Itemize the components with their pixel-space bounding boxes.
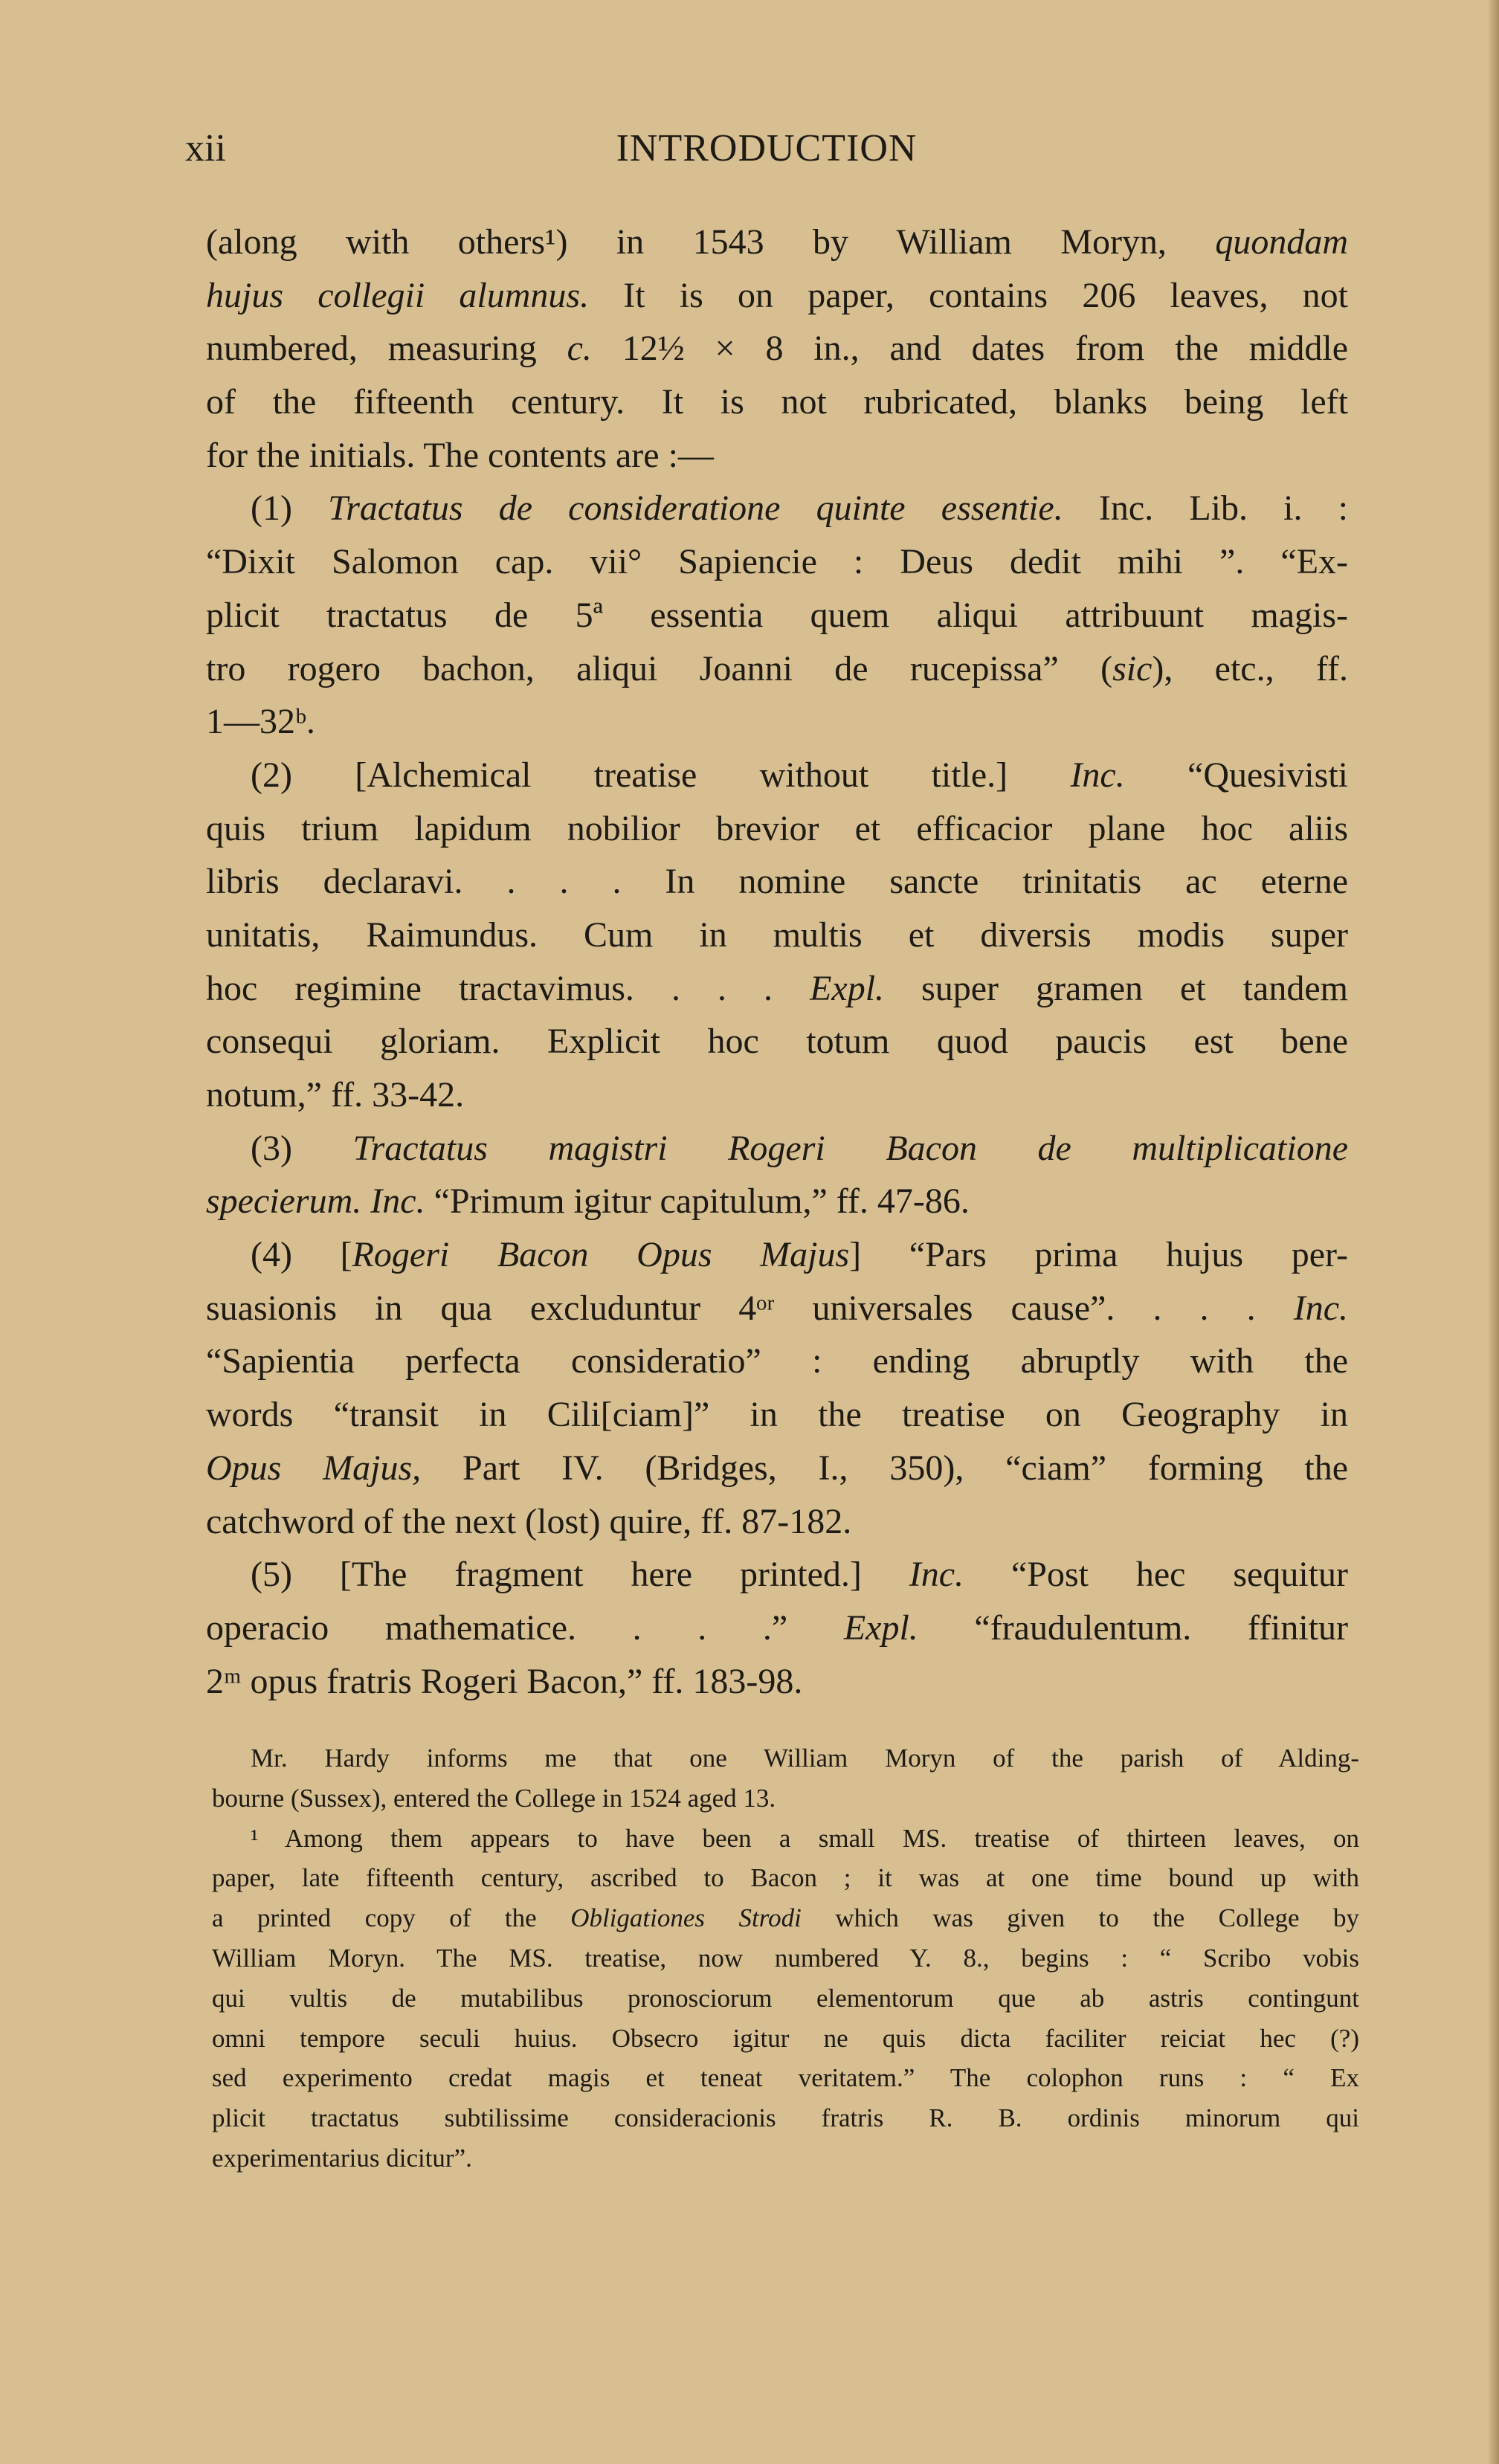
- text-run: ), etc., ff.: [1152, 648, 1349, 688]
- text-line: [206, 1602, 1348, 1655]
- text-run: notum,” ff. 33-42.: [206, 1075, 465, 1115]
- italic-text: Inc.: [1293, 1288, 1348, 1328]
- text-line: [206, 1175, 1348, 1228]
- text-run: (5) [The fragment here printed.]: [251, 1555, 909, 1595]
- italic-text: Obligationes Strodi: [570, 1903, 802, 1933]
- text-run: bourne (Sussex), entered the College in 1524 aged 13.: [212, 1783, 776, 1813]
- text-run: Mr. Hardy informs me that one William Moryn of the parish of Alding-: [251, 1744, 1359, 1773]
- text-line: [206, 1228, 1348, 1282]
- italic-text: Expl.: [810, 968, 885, 1008]
- text-line: [206, 855, 1348, 909]
- footnote-line: [212, 1819, 1359, 1859]
- text-run: “fraudulentum. ffinitur: [918, 1607, 1348, 1648]
- text-run: qui vultis de mutabilibus pronosciorum elementorum que ab astris contingunt: [212, 1983, 1359, 2013]
- italic-text: sic: [1112, 648, 1153, 688]
- footnote-line: [212, 1938, 1359, 1978]
- italic-text: Expl.: [843, 1607, 918, 1648]
- text-run: 12½ × 8 in., and dates from the middle: [591, 329, 1349, 369]
- text-line: [206, 1068, 1348, 1122]
- italic-text: Inc.: [909, 1555, 964, 1595]
- text-line: [206, 429, 1348, 483]
- text-line: [206, 909, 1348, 962]
- text-line: [206, 269, 1348, 323]
- text-line: [206, 1655, 1348, 1709]
- text-line: [206, 482, 1348, 535]
- text-run: consequi gloriam. Explicit hoc totum quod paucis est bene: [206, 1022, 1348, 1062]
- italic-text: Opus Majus,: [206, 1448, 422, 1488]
- text-run: operacio mathematice. . . .”: [206, 1607, 844, 1648]
- text-run: “Quesivisti: [1124, 755, 1348, 795]
- text-run: experimentarius dicitur”.: [212, 2143, 472, 2173]
- text-line: [206, 589, 1348, 642]
- page-number: xii: [185, 127, 226, 170]
- text-run: hoc regimine tractavimus. . . .: [206, 968, 810, 1008]
- text-line: [206, 1015, 1348, 1068]
- text-line: [206, 1388, 1348, 1442]
- text-run: words “transit in Cili[ciam]” in the treatise on Geography in: [206, 1395, 1348, 1435]
- text-line: [206, 1548, 1348, 1602]
- text-run: (2) [Alchemical treatise without title.]: [251, 755, 1071, 795]
- text-run: plicit tractatus de 5ª essentia quem aliqui attribuunt magis-: [206, 595, 1348, 635]
- text-run: “Dixit Salomon cap. vii° Sapiencie : Deus dedit mihi ”. “Ex-: [206, 542, 1348, 582]
- text-line: [206, 1282, 1348, 1335]
- text-line: [206, 375, 1348, 429]
- text-line: [206, 1122, 1348, 1175]
- page-edge: [1489, 0, 1499, 2464]
- text-run: plicit tractatus subtilissime consideracionis fratris R. B. ordinis minorum qui: [212, 2103, 1359, 2133]
- text-line: [206, 962, 1348, 1016]
- text-run: suasionis in qua excluduntur 4ᵒʳ universales cause”. . . .: [206, 1288, 1294, 1328]
- text-run: super gramen et tandem: [884, 968, 1349, 1008]
- footnote-line: [212, 1898, 1359, 1938]
- text-run: ] “Pars prima hujus per-: [849, 1235, 1349, 1275]
- footnotes: [212, 1738, 1359, 2178]
- text-run: for the initials. The contents are :—: [206, 435, 714, 475]
- italic-text: c.: [567, 329, 592, 369]
- italic-text: quondam: [1215, 222, 1348, 262]
- text-run: It is on paper, contains 206 leaves, not: [589, 275, 1348, 315]
- footnote-line: [212, 1738, 1359, 1778]
- footnote-line: [212, 2138, 1359, 2178]
- text-run: “Sapientia perfecta consideratio” : ending abruptly with the: [206, 1341, 1348, 1381]
- text-run: (1): [251, 488, 329, 529]
- text-run: unitatis, Raimundus. Cum in multis et diversis modis super: [206, 915, 1348, 955]
- text-run: libris declaravi. . . . In nomine sancte trinitatis ac eterne: [206, 862, 1348, 902]
- footnote-line: [212, 2019, 1359, 2059]
- italic-text: Rogeri Bacon Opus Majus: [352, 1235, 850, 1275]
- text-run: “Post hec sequitur: [964, 1555, 1348, 1595]
- text-run: (along with others¹) in 1543 by William Moryn,: [206, 222, 1216, 262]
- text-line: [206, 802, 1348, 856]
- text-run: 2ᵐ opus fratris Rogeri Bacon,” ff. 183-98.: [206, 1661, 803, 1701]
- text-line: [206, 749, 1348, 802]
- body-text: [206, 216, 1348, 1708]
- text-run: paper, late fifteenth century, ascribed to Bacon ; it was at one time bound up with: [212, 1863, 1359, 1893]
- footnote-line: [212, 1778, 1359, 1819]
- text-line: [206, 695, 1348, 749]
- text-line: [206, 1442, 1348, 1495]
- footnote-line: [212, 1858, 1359, 1898]
- italic-text: Tractatus de consideratione quinte essentie.: [328, 488, 1063, 529]
- text-run: sed experimento credat magis et teneat veritatem.” The colophon runs : “ Ex: [212, 2063, 1359, 2093]
- text-run: ¹ Among them appears to have been a small MS. treatise of thirteen leaves, on: [251, 1823, 1359, 1853]
- text-run: quis trium lapidum nobilior brevior et efficacior plane hoc aliis: [206, 808, 1348, 848]
- text-run: “Primum igitur capitulum,” ff. 47-86.: [425, 1181, 970, 1222]
- text-line: [206, 1335, 1348, 1388]
- italic-text: hujus collegii alumnus.: [206, 275, 590, 315]
- text-run: tro rogero bachon, aliqui Joanni de rucepissa” (: [206, 648, 1113, 688]
- footnote-line: [212, 1978, 1359, 2019]
- text-run: of the fifteenth century. It is not rubricated, blanks being left: [206, 382, 1348, 422]
- text-run: numbered, measuring: [206, 329, 567, 369]
- footnote-line: [212, 2098, 1359, 2138]
- text-run: Inc. Lib. i. :: [1063, 488, 1349, 529]
- text-line: [206, 322, 1348, 375]
- text-run: 1—32ᵇ.: [206, 702, 315, 742]
- text-run: Part IV. (Bridges, I., 350), “ciam” forming the: [421, 1448, 1348, 1488]
- text-run: a printed copy of the: [212, 1903, 571, 1933]
- text-run: (4) [: [251, 1235, 352, 1275]
- text-line: [206, 1495, 1348, 1549]
- italic-text: Tractatus magistri Rogeri Bacon de multiplicatione: [352, 1128, 1349, 1168]
- footnote-line: [212, 2058, 1359, 2098]
- text-run: catchword of the next (lost) quire, ff. 87-182.: [206, 1501, 852, 1541]
- running-title: INTRODUCTION: [616, 127, 918, 170]
- page-header: [185, 126, 1348, 178]
- text-line: [206, 642, 1348, 696]
- text-line: [206, 216, 1348, 269]
- italic-text: Inc.: [1070, 755, 1125, 795]
- text-run: omni tempore seculi huius. Obsecro igitur ne quis dicta faciliter reiciat hec (?): [212, 2023, 1359, 2053]
- text-run: William Moryn. The MS. treatise, now numbered Y. 8., begins : “ Scribo vobis: [212, 1943, 1359, 1973]
- text-line: [206, 535, 1348, 589]
- text-run: which was given to the College by: [801, 1903, 1359, 1933]
- italic-text: specierum. Inc.: [206, 1181, 425, 1222]
- text-run: (3): [251, 1128, 353, 1168]
